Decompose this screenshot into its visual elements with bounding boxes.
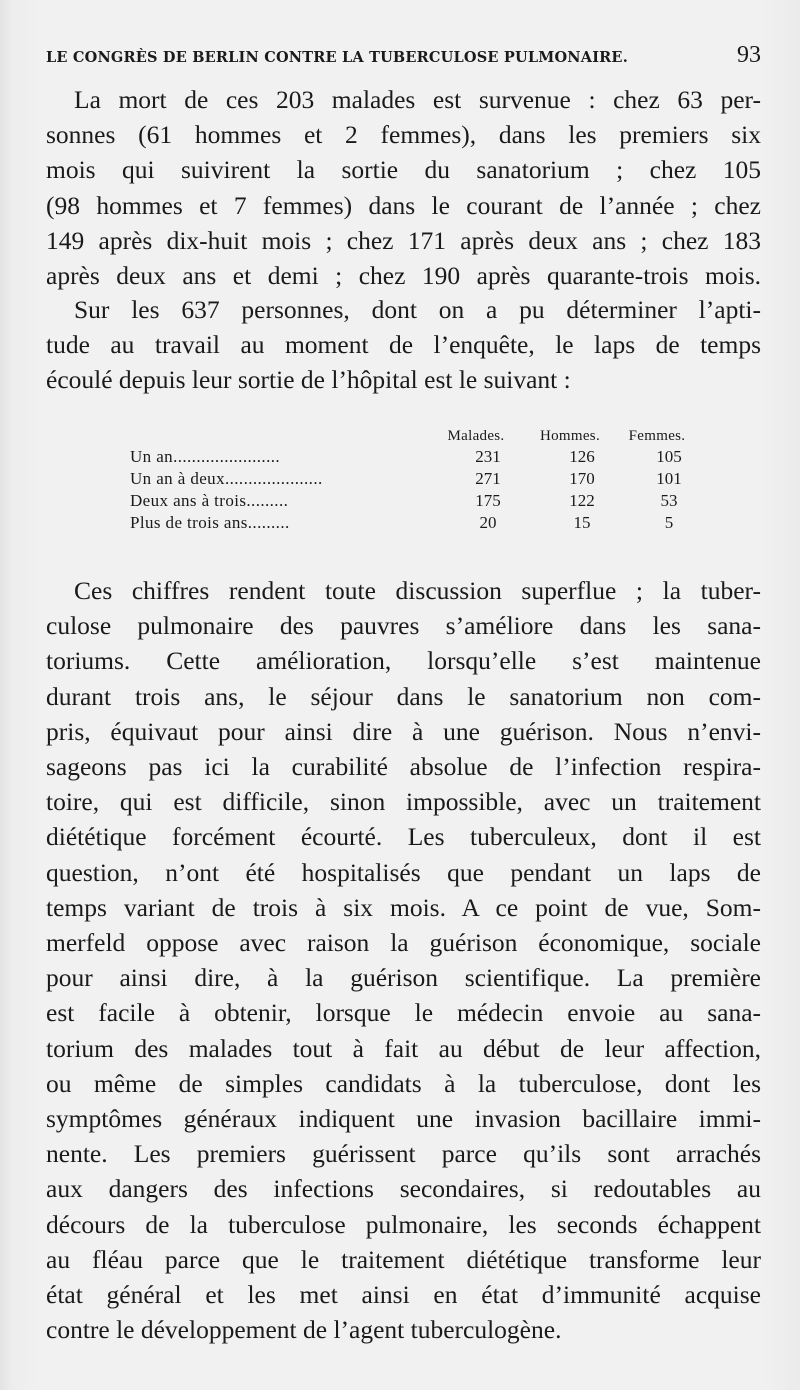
- column-header-malades: Malades.: [447, 428, 505, 444]
- cell-malades: 271: [475, 469, 501, 488]
- text-line: torium des malades tout à fait au début de leur affection,: [46, 1033, 761, 1063]
- cell-femmes: 101: [656, 469, 682, 488]
- text-line: sageons pas ici la curabilité absolue de l’infection respira-: [46, 752, 761, 782]
- cell-malades: 231: [475, 447, 501, 466]
- text-line: Sur les 637 personnes, dont on a pu déterminer l’apti-: [74, 295, 761, 324]
- running-title: LE CONGRÈS DE BERLIN CONTRE LA TUBERCULOSE PULMONAIRE.: [46, 49, 628, 66]
- cell-femmes: 5: [664, 513, 674, 532]
- page-header: [46, 42, 761, 69]
- cell-hommes: 15: [573, 513, 591, 532]
- column-header-femmes: Femmes.: [628, 428, 686, 444]
- text-line: 149 après dix-huit mois ; chez 171 après deux ans ; chez 183: [46, 225, 761, 255]
- statistics-table: [130, 428, 710, 535]
- text-line: nente. Les premiers guérissent parce qu’ils sont arrachés: [46, 1139, 761, 1169]
- text-line: toriums. Cette amélioration, lorsqu’elle s’est maintenue: [46, 646, 761, 676]
- text-line: est facile à obtenir, lorsque le médecin envoie au sana-: [46, 998, 761, 1028]
- column-header-hommes: Hommes.: [539, 428, 600, 444]
- text-line: décours de la tuberculose pulmonaire, les seconds échappent: [46, 1209, 761, 1239]
- text-line: aux dangers des infections secondaires, si redoutables au: [46, 1174, 761, 1204]
- table-header: [130, 428, 710, 445]
- text-line: écoulé depuis leur sortie de l’hôpital est le suivant :: [46, 365, 571, 395]
- text-line: contre le développement de l’agent tuberculogène.: [46, 1315, 562, 1345]
- text-line: pour ainsi dire, à la guérison scientifique. La première: [46, 963, 761, 993]
- text-line: Ces chiffres rendent toute discussion superflue ; la tuber-: [74, 576, 761, 605]
- paragraph-mortality: [46, 82, 761, 293]
- cell-hommes: 170: [569, 469, 595, 488]
- table-row: [130, 469, 710, 491]
- cell-femmes: 105: [656, 447, 682, 466]
- paragraph-discussion: [46, 573, 761, 1347]
- cell-malades: 175: [475, 491, 501, 510]
- text-line: sonnes (61 hommes et 2 femmes), dans les premiers six: [46, 120, 761, 150]
- text-line: pris, équivaut pour ainsi dire à une guérison. Nous n’envi-: [46, 716, 761, 746]
- text-line: durant trois ans, le séjour dans le sanatorium non com-: [46, 681, 761, 711]
- page-number: 93: [737, 42, 761, 68]
- row-label: Deux ans à trois.........: [130, 491, 289, 510]
- text-line: état général et les met ainsi en état d’immunité acquise: [46, 1280, 761, 1310]
- cell-femmes: 53: [660, 491, 678, 510]
- text-line: symptômes généraux indiquent une invasion bacillaire immi-: [46, 1104, 761, 1134]
- text-line: toire, qui est difficile, sinon impossible, avec un traitement: [46, 787, 761, 817]
- table-row: [130, 513, 710, 535]
- table-row: [130, 491, 710, 513]
- text-line: culose pulmonaire des pauvres s’améliore dans les sana-: [46, 611, 761, 641]
- text-line: question, n’ont été hospitalisés que pendant un laps de: [46, 857, 761, 887]
- text-line: merfeld oppose avec raison la guérison économique, sociale: [46, 928, 761, 958]
- text-line: ou même de simples candidats à la tuberculose, dont les: [46, 1068, 761, 1098]
- text-line: La mort de ces 203 malades est survenue : chez 63 per-: [74, 85, 761, 114]
- table-row: [130, 447, 710, 469]
- text-line: temps variant de trois à six mois. A ce point de vue, Som-: [46, 892, 761, 922]
- row-label: Plus de trois ans.........: [130, 513, 290, 532]
- text-line: après deux ans et demi ; chez 190 après quarante-trois mois.: [46, 261, 761, 291]
- cell-malades: 20: [479, 513, 497, 532]
- cell-hommes: 126: [569, 447, 595, 466]
- row-label: Un an.......................: [130, 447, 281, 466]
- text-line: au fléau parce que le traitement diététique transforme leur: [46, 1244, 761, 1274]
- text-line: mois qui suivirent la sortie du sanatorium ; chez 105: [46, 155, 761, 185]
- text-line: tude au travail au moment de l’enquête, le laps de temps: [46, 330, 761, 360]
- cell-hommes: 122: [569, 491, 595, 510]
- row-label: Un an à deux.....................: [130, 469, 323, 488]
- text-line: diététique forcément écourté. Les tuberculeux, dont il est: [46, 822, 761, 852]
- paragraph-work-aptitude: [46, 292, 761, 398]
- text-line: (98 hommes et 7 femmes) dans le courant de l’année ; chez: [46, 190, 761, 220]
